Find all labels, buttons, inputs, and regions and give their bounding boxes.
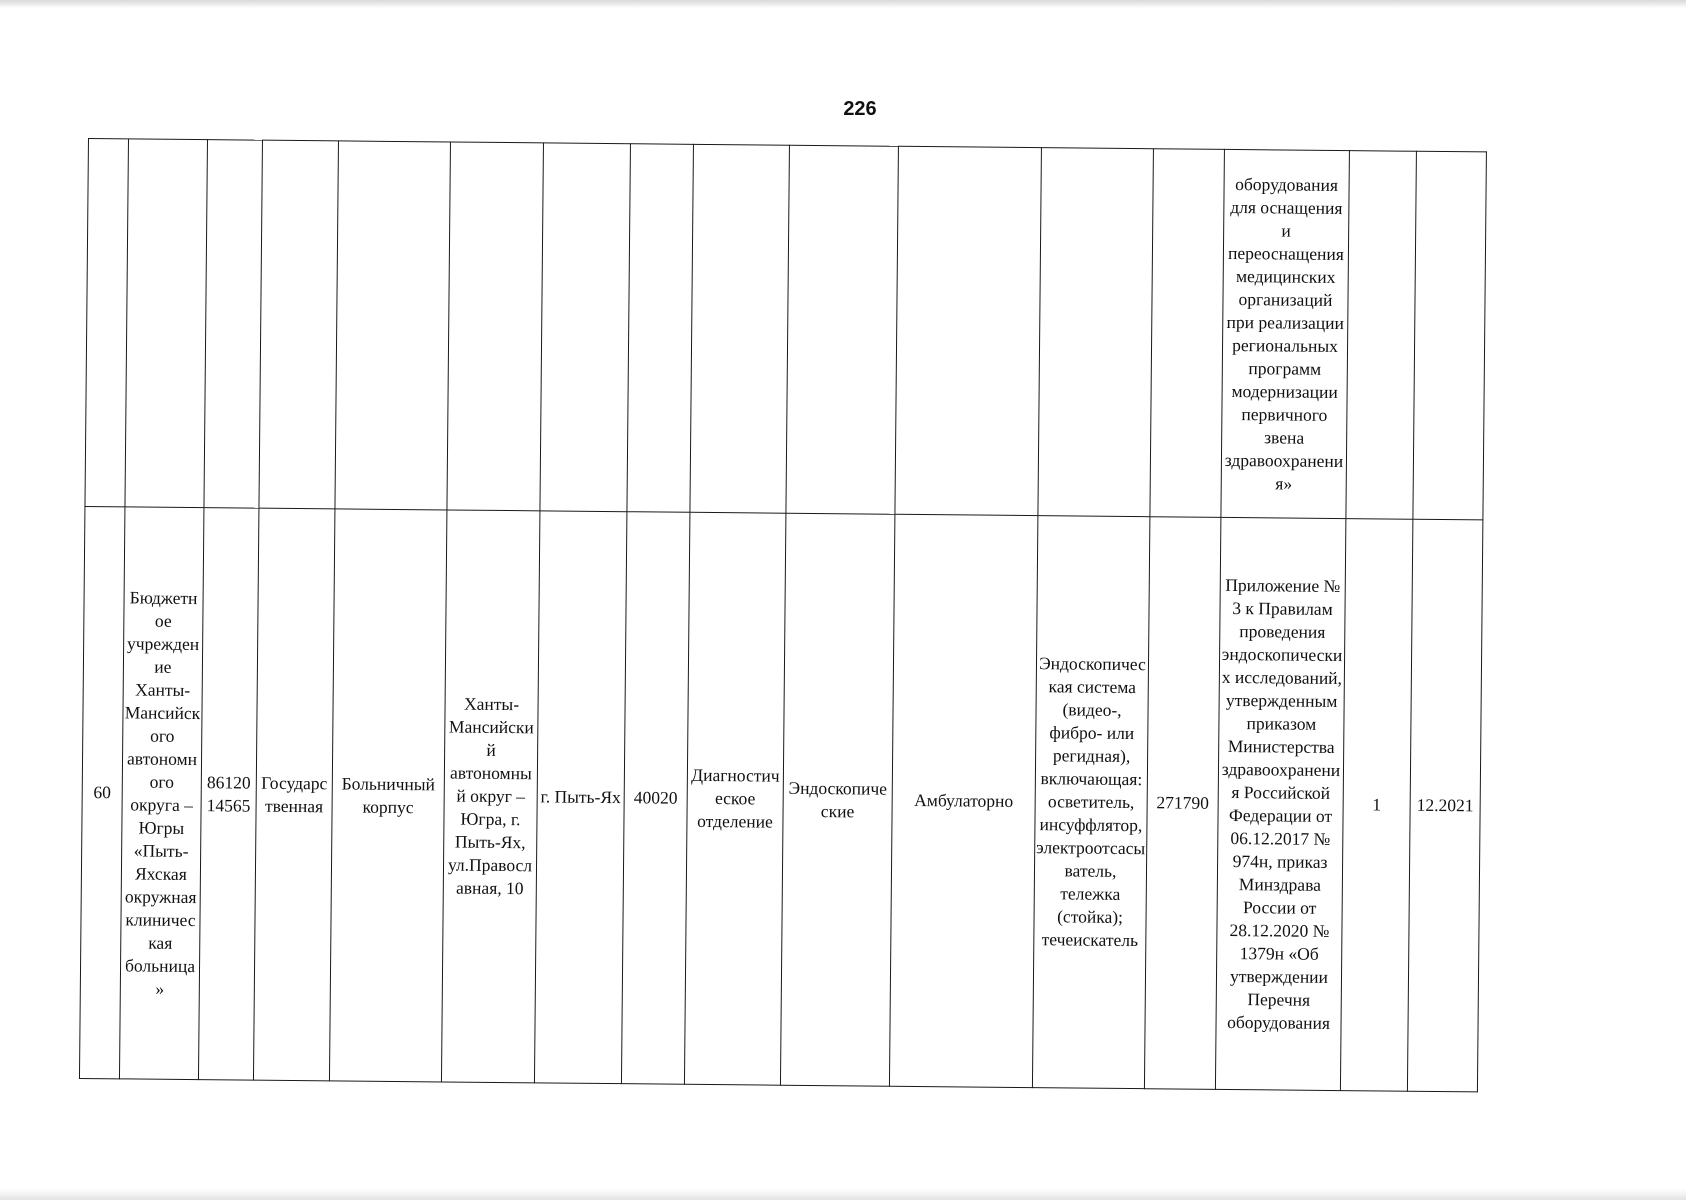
page-number: 226: [843, 98, 877, 120]
cell-quantity-empty: [1346, 151, 1417, 520]
cell-basis-continued: оборудования для оснащения и переоснащения медицинских организаций при реализации региональных программ модернизации первичного звена здравоохранения»: [1221, 149, 1350, 518]
cell-organization: Бюджетное учреждение Ханты-Мансийского автономного округа – Югры «Пыть-Яхская окружная клиническая больница»: [119, 507, 203, 1080]
cell-care-conditions: Амбулаторно: [889, 514, 1037, 1087]
register-sheet: [79, 138, 1487, 1092]
equipment-register-table: [79, 138, 1487, 1092]
cell-inn: 8612014565: [198, 508, 258, 1081]
cell-inn-empty: [204, 140, 263, 509]
scan-edge-top: [0, 0, 1686, 8]
cell-department-empty: [690, 144, 790, 513]
cell-equipment-code-empty: [1150, 149, 1225, 518]
cell-department: Диагностическое отделение: [684, 512, 785, 1085]
cell-conditions-empty: [895, 146, 1042, 515]
scan-edge-bottom: [0, 1188, 1686, 1200]
cell-code: 40020: [621, 512, 689, 1085]
cell-building: Больничный корпус: [329, 509, 446, 1082]
cell-ownership-empty: [259, 140, 339, 509]
cell-number: 60: [79, 506, 124, 1078]
entry-row: [79, 506, 1482, 1091]
cell-ownership: Государственная: [253, 508, 334, 1081]
cell-number-empty: [85, 139, 129, 507]
cell-profile-empty: [786, 145, 899, 514]
cell-equipment: Эндоскопическая система (видео-, фибро- или регидная), включающая: осветитель, инсуффлятор, электроотсасыватель, тележка (стойка); течеискатель: [1032, 516, 1149, 1089]
cell-settlement-empty: [540, 143, 631, 512]
cell-address-empty: [447, 142, 544, 511]
cell-settlement: г. Пыть-Ях: [534, 511, 626, 1084]
cell-date-empty: [1413, 151, 1487, 520]
cell-address: Ханты-Мансийский автономный округ – Югра, г. Пыть-Ях, ул.Православная, 10: [441, 510, 539, 1083]
cell-equipment-code: 271790: [1144, 517, 1220, 1090]
cell-code-empty: [627, 144, 694, 513]
cell-date: 12.2021: [1407, 519, 1482, 1092]
cell-equipment-empty: [1038, 148, 1154, 517]
cell-building-empty: [335, 141, 451, 510]
cell-profile: Эндоскопические: [780, 513, 894, 1086]
continuation-row: [85, 139, 1486, 520]
cell-quantity: 1: [1340, 519, 1412, 1092]
cell-basis: Приложение № 3 к Правилам проведения эндоскопических исследований, утвержденным приказом Министерства здравоохранения Российской Федерации от 06.12.2017 № 974н, приказ Минздрава России от 28.12.2020 № 1379н «Об утверждении Перечня оборудования: [1215, 517, 1345, 1090]
cell-organization-empty: [125, 139, 208, 508]
